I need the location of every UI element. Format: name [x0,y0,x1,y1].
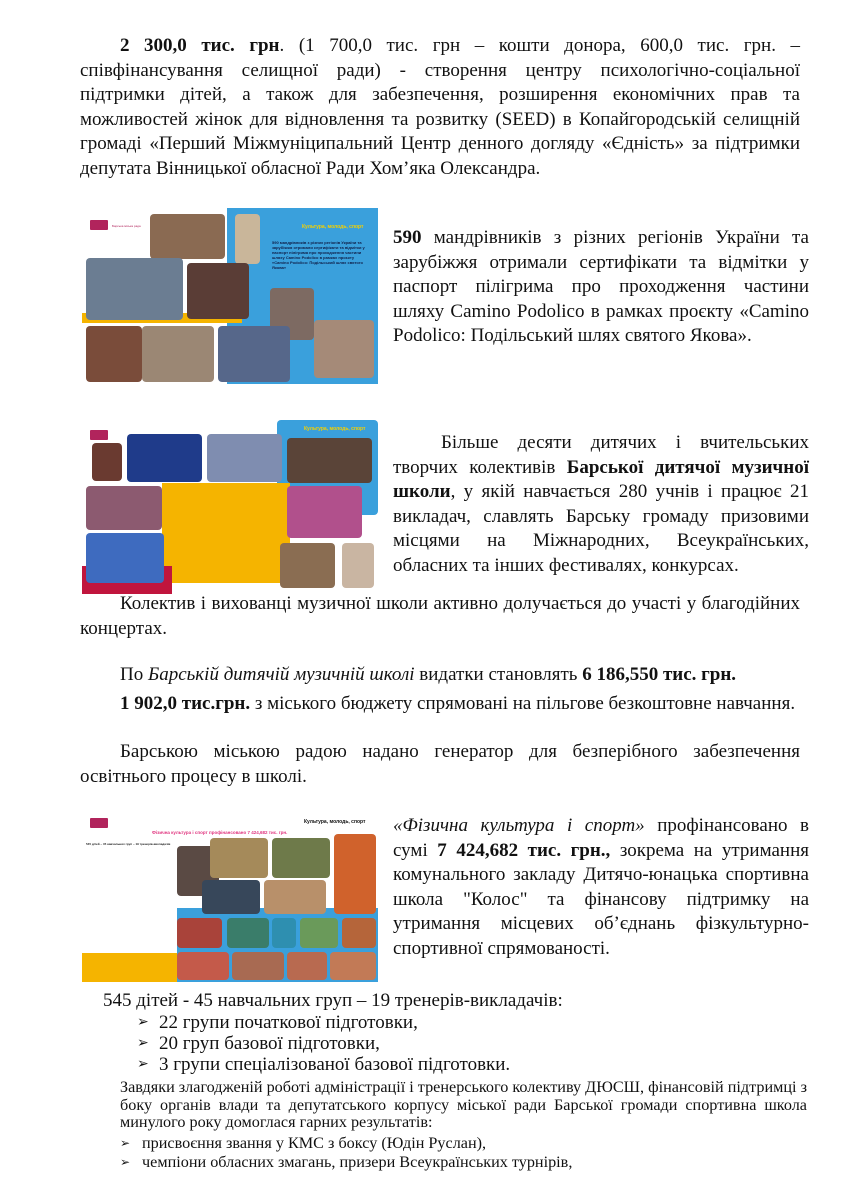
paragraph-music-expenses: По Барській дитячій музичній школі видатки становлять 6 186,550 тис. грн. [120,664,737,685]
city-council-logo [90,220,108,230]
arrow-bullet-icon: ➢ [137,1056,149,1072]
music-school-collage-image [82,418,378,594]
arrow-bullet-icon: ➢ [137,1035,149,1051]
paragraph-seed-center [80,34,800,181]
music-expenses-amount: 6 186,550 тис. грн. [582,664,737,685]
list-item: ➢ 20 груп базової підготовки, [137,1033,380,1054]
city-council-logo [90,430,108,440]
pilgrims-count: 590 [393,227,422,248]
seed-amount: 2 300,0 тис. грн [120,35,280,56]
slide-heading: Культура, молодь, спорт [304,426,366,432]
arrow-bullet-icon: ➢ [137,1014,149,1030]
music-budget-amount: 1 902,0 тис.грн. [120,693,251,714]
sport-stats-line: 545 дітей - 45 навчальних груп – 19 тренерів-викладачів: [103,990,563,1011]
city-council-logo [90,818,108,828]
arrow-bullet-icon: ➢ [120,1136,131,1150]
seed-text: . (1 700,0 тис. грн – кошти донора, 600,0 тис. грн. – співфінансування селищної ради) - створення центру психологічно-соціальної підтримки дітей, а також для забезпечення, розширення економічних прав та можливостей жінок для відновлення та розвитку (SEED) в Копайгородській селищній громаді «Перший Міжмуніципальний Центр денного догляду «Єдність» за підтримки депутата Вінницької обласної Ради Хом’яка Олександра. [80,35,800,179]
list-item: ➢ 22 групи початкової підготовки, [137,1012,418,1033]
sport-amount: 7 424,682 тис. грн., [437,839,611,861]
list-item: ➢ присвоєння звання у КМС з боксу (Юдін Руслан), [120,1134,487,1152]
arrow-bullet-icon: ➢ [120,1155,131,1169]
sport-collage-image: Культура, молодь, спорт Фізична культура і спорт профінансовано 7 424,682 тис. грн. 545 дітей – 45 навчальних груп – 19 тренерів-викладачів [82,808,378,982]
list-item: ➢ чемпіони обласних змагань, призери Всеукраїнських турнірів, [120,1153,573,1171]
sport-groups-list [137,1012,797,1075]
camino-collage-image: Барська міська рада Культура, молодь, спорт 590 мандрівників з різних регіонів України та зарубіжжя отримали сертифікати та відмітки у паспорт пілігрима про проходження частини шляху Camino Podolico в рамках проєкту «Camino Podolico: Подільський шлях святого Якова» [82,208,378,384]
sport-results-list [120,1134,807,1172]
slide-heading: Культура, молодь, спорт [304,819,366,825]
paragraph-sport: «Фізична культура і спорт» профінансовано в сумі 7 424,682 тис. грн., зокрема на утримання комунального закладу Дитячо-юнацька спортивна школа "Колос" та фінансову підтримку на утримання місцевих об’єднань фізкультурно-спортивної спрямованості. [393,815,810,959]
paragraph-generator: Барською міською радою надано генератор для безперібного забезпечення освітнього процесу в школі. [80,741,800,787]
slide-heading: Культура, молодь, спорт [302,224,364,230]
slide-body: 590 мандрівників з різних регіонів України та зарубіжжя отримали сертифікати та відмітки у паспорт пілігрима про проходження частини шляху Camino Podolico в рамках проєкту «Camino Podolico: Подільський шлях святого Якова» [272,240,365,270]
list-item: ➢ 3 групи спеціалізованої базової підготовки. [137,1054,511,1075]
paragraph-charity: Колектив і вихованці музичної школи активно долучається до участі у благодійних концертах. [80,593,800,639]
paragraph-music-school: Більше десяти дитячих і вчительських творчих колективів Барської дитячої музичної школи, у якій навчається 280 учнів і працює 21 викладач, славлять Барську громаду призовими місцями на Міжнародних, Всеукраїнських, обласних та інших фестивалях, конкурсах. [393,432,809,576]
slide-banner: Фізична культура і спорт профінансовано 7 424,682 тис. грн. [152,830,288,835]
paragraph-music-budget: 1 902,0 тис.грн. з міського бюджету спрямовані на пільгове безкоштовне навчання. [120,693,796,714]
paragraph-sport-results-intro: Завдяки злагодженій роботі адміністрації і тренерського колективу ДЮСШ, фінансовій підтримці з боку органів влади та депутатського корпусу міської ради Барської громади спортивна школа минулого року домоглася гарних результатів: [120,1078,807,1131]
sport-title: «Фізична культура і спорт» [393,815,645,836]
music-school-name: Барської дитячої музичної школи [393,456,809,502]
paragraph-camino: 590 мандрівників з різних регіонів України та зарубіжжя отримали сертифікати та відмітки у паспорт пілігрима про проходження частини шляху Camino Podolico в рамках проєкту «Camino Podolico: Подільський шлях святого Якова». [393,227,809,346]
